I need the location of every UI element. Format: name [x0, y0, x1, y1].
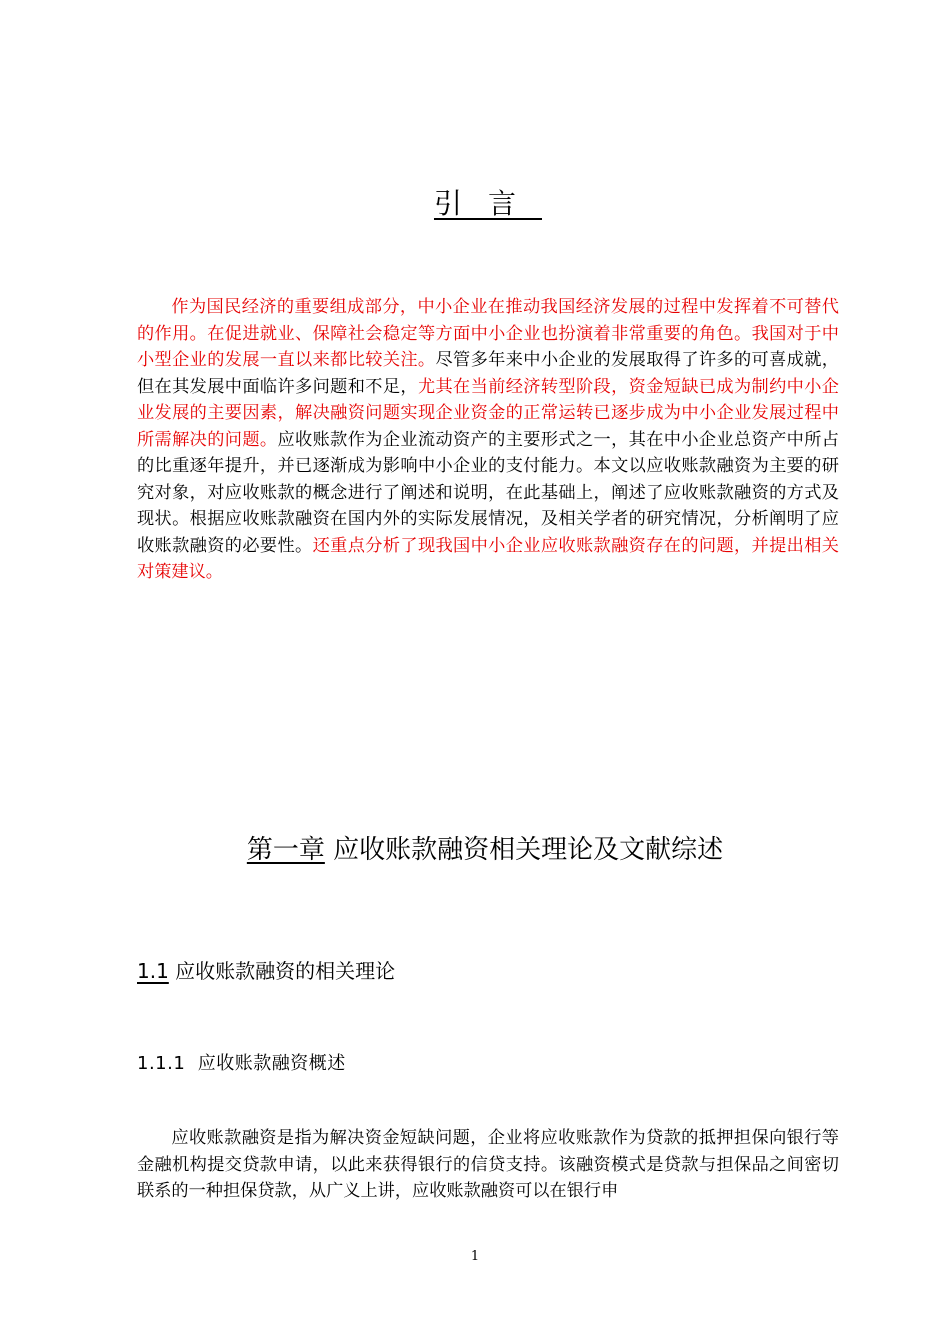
body-text: 尽管多年来中小企业的发展取得了许多的可喜成就，但在其发展中面临许多问题和不足， [137, 350, 839, 397]
subsection-number: 1.1.1 [137, 1053, 186, 1074]
subsection-title: 应收账款融资概述 [197, 1053, 346, 1074]
section-number: 1.1 [137, 959, 169, 983]
intro-title: 引言 [433, 187, 542, 220]
highlighted-text: 作为国民经济的重要组成部分，中小企业在推动我国经济发展的过程中发挥着不可替代的作用。在促进就业、保障社会稳定等方面中小企业也扮演着非常重要的角色。我国对于中小型企业的发展一直以来都比较关注。 [137, 297, 839, 370]
body-text: 应收账款作为企业流动资产的主要形式之一，其在中小企业总资产中所占的比重逐年提升，并已逐渐成为影响中小企业的支付能力。本文以应收账款融资为主要的研究对象，对应收账款的概念进行了阐述和说明，在此基础上，阐述了应收账款融资的方式及现状。根据应收账款融资在国内外的实际发展情况，及相关学者的研究情况，分析阐明了应收账款融资的必要性。 [137, 429, 839, 556]
chapter-title: 应收账款融资相关理论及文献综述 [333, 835, 724, 865]
chapter-number: 第一章 [246, 835, 325, 865]
intro-paragraph [137, 294, 839, 586]
chapter-heading [0, 830, 950, 870]
subsection-heading [137, 1050, 346, 1078]
page-number: 1 [470, 1249, 480, 1264]
highlighted-text: 尤其在当前经济转型阶段，资金短缺已成为制约中小企业发展的主要因素，解决融资问题实现企业资金的正常运转已逐步成为中小企业发展过程中所需解决的问题。 [137, 376, 839, 450]
section-title: 应收账款融资的相关理论 [175, 959, 396, 983]
highlighted-text: 还重点分析了现我国中小企业应收账款融资存在的问题，并提出相关对策建议。 [137, 535, 839, 582]
content-paragraph: 应收账款融资是指为解决资金短缺问题，企业将应收账款作为贷款的抵押担保向银行等金融机构提交贷款申请，以此来获得银行的信贷支持。该融资模式是贷款与担保品之间密切联系的一种担保贷款，从广义上讲，应收账款融资可以在银行申 [137, 1128, 839, 1201]
section-heading [137, 956, 395, 986]
